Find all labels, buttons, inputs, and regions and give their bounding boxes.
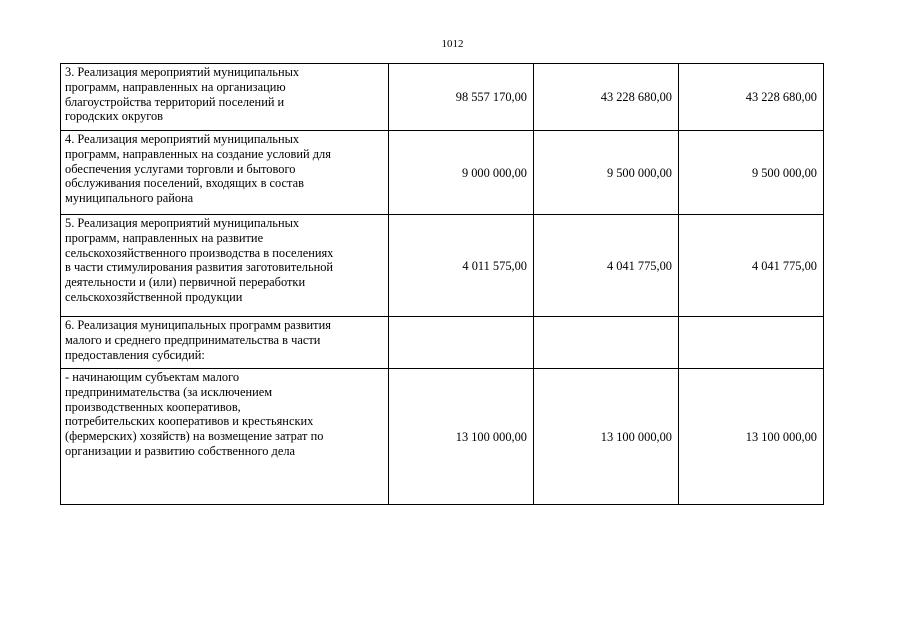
value-cell-year-2: 9 500 000,00	[534, 131, 679, 215]
row-description-text: 3. Реализация мероприятий муниципальных программ, направленных на организацию благоустройства территорий поселений и городских округов	[65, 65, 300, 124]
value-cell-year-2: 4 041 775,00	[534, 215, 679, 317]
value-cell-year-1	[389, 317, 534, 369]
row-description	[61, 215, 389, 317]
table-row	[61, 131, 824, 215]
value-cell-year-2: 43 228 680,00	[534, 64, 679, 131]
value-cell-year-2	[534, 317, 679, 369]
row-description-text: 5. Реализация мероприятий муниципальных программ, направленных на развитие сельскохозяйственного производства в поселениях в части стимулирования развития заготовительной деятельности и (или) первичной переработки сельскохозяйственной продукции	[65, 216, 334, 304]
row-description	[61, 317, 389, 369]
value-cell-year-2: 13 100 000,00	[534, 369, 679, 505]
table-row	[61, 369, 824, 505]
value-cell-year-1: 13 100 000,00	[389, 369, 534, 505]
table-row	[61, 64, 824, 131]
row-description	[61, 369, 389, 505]
value-cell-year-1: 4 011 575,00	[389, 215, 534, 317]
value-cell-year-3: 43 228 680,00	[679, 64, 824, 131]
value-cell-year-1: 9 000 000,00	[389, 131, 534, 215]
row-description-text: 4. Реализация мероприятий муниципальных программ, направленных на создание условий для обеспечения услугами торговли и бытового обслуживания поселений, входящих в состав муниципального района	[65, 132, 331, 206]
value-cell-year-1: 98 557 170,00	[389, 64, 534, 131]
value-cell-year-3: 4 041 775,00	[679, 215, 824, 317]
table-row	[61, 317, 824, 369]
row-description	[61, 64, 389, 131]
row-description	[61, 131, 389, 215]
row-description-text: - начинающим субъектам малого предпринимательства (за исключением производственных кооперативов, потребительских кооперативов и крестьянских (фермерских) хозяйств) на возмещение затрат по организации и развитию собственного дела	[65, 370, 324, 458]
table-row	[61, 215, 824, 317]
value-cell-year-3: 13 100 000,00	[679, 369, 824, 505]
value-cell-year-3: 9 500 000,00	[679, 131, 824, 215]
page-number: 1012	[441, 38, 464, 50]
row-description-text: 6. Реализация муниципальных программ развития малого и среднего предпринимательства в части предоставления субсидий:	[65, 318, 331, 362]
value-cell-year-3	[679, 317, 824, 369]
budget-table	[60, 63, 824, 505]
